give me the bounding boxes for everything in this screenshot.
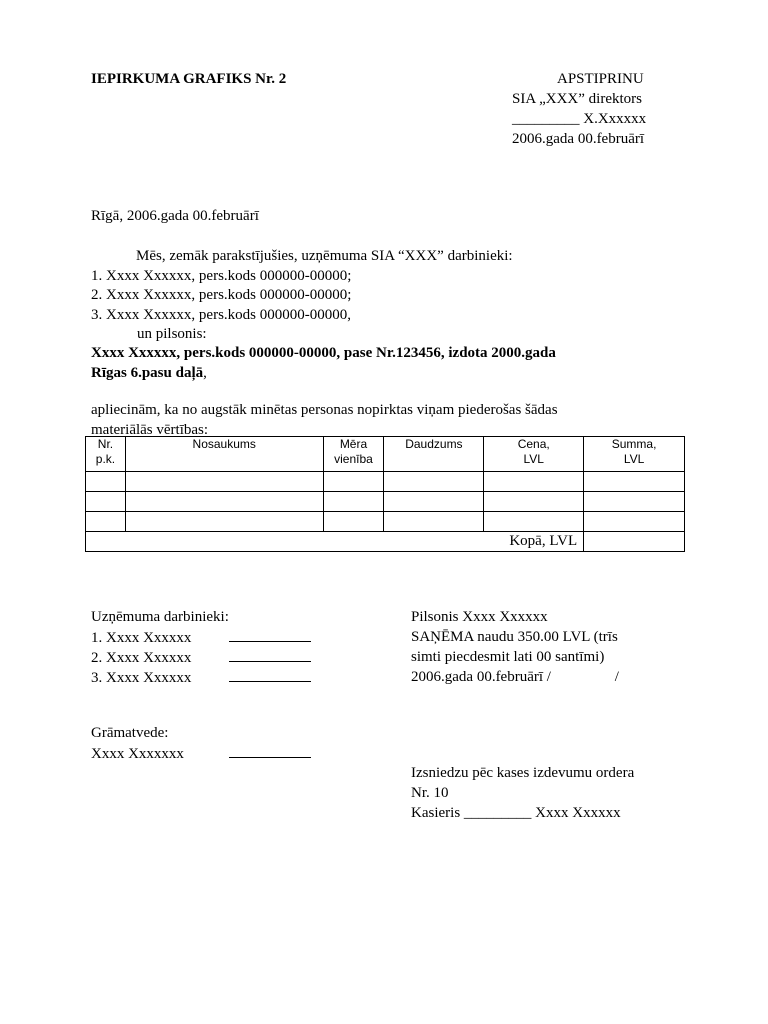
citizen-block	[91, 344, 556, 383]
worker-name: 3. Xxxx Xxxxxx	[91, 670, 192, 686]
table-cell[interactable]	[484, 492, 584, 512]
worker-signature-row	[91, 668, 311, 688]
accountant-signature-row	[91, 744, 311, 764]
table-cell[interactable]	[484, 472, 584, 492]
confirm-block	[91, 401, 558, 440]
table-cell[interactable]	[384, 492, 484, 512]
document-title: IEPIRKUMA GRAFIKS Nr. 2	[91, 71, 287, 87]
receipt-line: simti piecdesmit lati 00 santīmi)	[411, 649, 605, 665]
cashier-signature-line: Kasieris _________ Xxxx Xxxxxx	[411, 805, 621, 821]
table-cell[interactable]	[384, 472, 484, 492]
person-line: 1. Xxxx Xxxxxx, pers.kods 000000-00000;	[91, 267, 352, 284]
col-header-quantity: Daudzums	[384, 437, 484, 472]
citizen-line2-suffix: ,	[203, 364, 207, 381]
col-header-name: Nosaukums	[125, 437, 323, 472]
receipt-line: SAŅĒMA naudu 350.00 LVL (trīs	[411, 629, 618, 645]
total-value[interactable]	[584, 532, 685, 552]
approval-block	[512, 70, 646, 150]
receipt-block	[411, 608, 619, 688]
citizen-line2-wrap	[91, 364, 556, 384]
approval-heading: APSTIPRINU	[557, 71, 644, 87]
approval-date: 2006.gada 00.februārī	[512, 131, 645, 147]
and-citizen: un pilsonis:	[137, 326, 207, 342]
worker-signature-row	[91, 648, 311, 668]
col-header-sum: Summa, LVL	[584, 437, 685, 472]
signature-line	[229, 744, 311, 758]
approval-signature: _________ X.Xxxxxx	[512, 111, 647, 127]
citizen-line1: Xxxx Xxxxxx, pers.kods 000000-00000, pase Nr.123456, izdota 2000.gada	[91, 345, 556, 361]
person-line: 2. Xxxx Xxxxxx, pers.kods 000000-00000;	[91, 287, 352, 303]
total-label: Kopā, LVL	[86, 532, 584, 552]
goods-table	[85, 436, 685, 552]
table-cell[interactable]	[86, 492, 126, 512]
cashier-line: Izsniedzu pēc kases izdevumu ordera	[411, 765, 635, 781]
table-cell[interactable]	[323, 492, 384, 512]
place-date: Rīgā, 2006.gada 00.februārī	[91, 208, 259, 224]
confirm-line1: apliecinām, ka no augstāk minētas personas nopirktas viņam piederošas šādas	[91, 402, 558, 418]
table-cell[interactable]	[125, 512, 323, 532]
table-cell[interactable]	[323, 512, 384, 532]
receipt-line: Pilsonis Xxxx Xxxxxx	[411, 609, 548, 625]
table-cell[interactable]	[484, 512, 584, 532]
table-cell[interactable]	[584, 512, 685, 532]
receipt-date-line: 2006.gada 00.februārī / /	[411, 669, 619, 685]
person-line: 3. Xxxx Xxxxxx, pers.kods 000000-00000,	[91, 306, 351, 323]
table-total-row	[86, 532, 685, 552]
workers-block	[91, 608, 311, 688]
table-row	[86, 472, 685, 492]
table-row	[86, 512, 685, 532]
table-cell[interactable]	[125, 472, 323, 492]
citizen-line2: Rīgas 6.pasu daļā	[91, 364, 204, 381]
accountant-heading: Grāmatvede:	[91, 725, 169, 741]
worker-name: 2. Xxxx Xxxxxx	[91, 650, 192, 666]
table-cell[interactable]	[584, 492, 685, 512]
worker-name: 1. Xxxx Xxxxxx	[91, 630, 192, 646]
worker-signature-row	[91, 628, 311, 648]
table-cell[interactable]	[125, 492, 323, 512]
signature-line	[229, 648, 311, 662]
signature-line	[229, 628, 311, 642]
cashier-line: Nr. 10	[411, 785, 449, 801]
intro-block	[91, 247, 513, 345]
table-cell[interactable]	[86, 512, 126, 532]
table-cell[interactable]	[384, 512, 484, 532]
col-header-nr: Nr. p.k.	[86, 437, 126, 472]
table-cell[interactable]	[584, 472, 685, 492]
col-header-unit: Mēra vienība	[323, 437, 384, 472]
signature-line	[229, 668, 311, 682]
col-header-price: Cena, LVL	[484, 437, 584, 472]
table-header-row	[86, 437, 685, 472]
intro-lead: Mēs, zemāk parakstījušies, uzņēmuma SIA “XXX” darbinieki:	[136, 248, 513, 264]
confirm-line2: materiālās vērtības:	[91, 421, 209, 438]
approval-director: SIA „XXX” direktors	[512, 91, 642, 107]
table-row	[86, 492, 685, 512]
table-cell[interactable]	[323, 472, 384, 492]
accountant-block	[91, 724, 311, 764]
cashier-block	[411, 764, 634, 824]
table-cell[interactable]	[86, 472, 126, 492]
accountant-name: Xxxx Xxxxxxx	[91, 746, 184, 762]
workers-heading: Uzņēmuma darbinieki:	[91, 609, 229, 625]
